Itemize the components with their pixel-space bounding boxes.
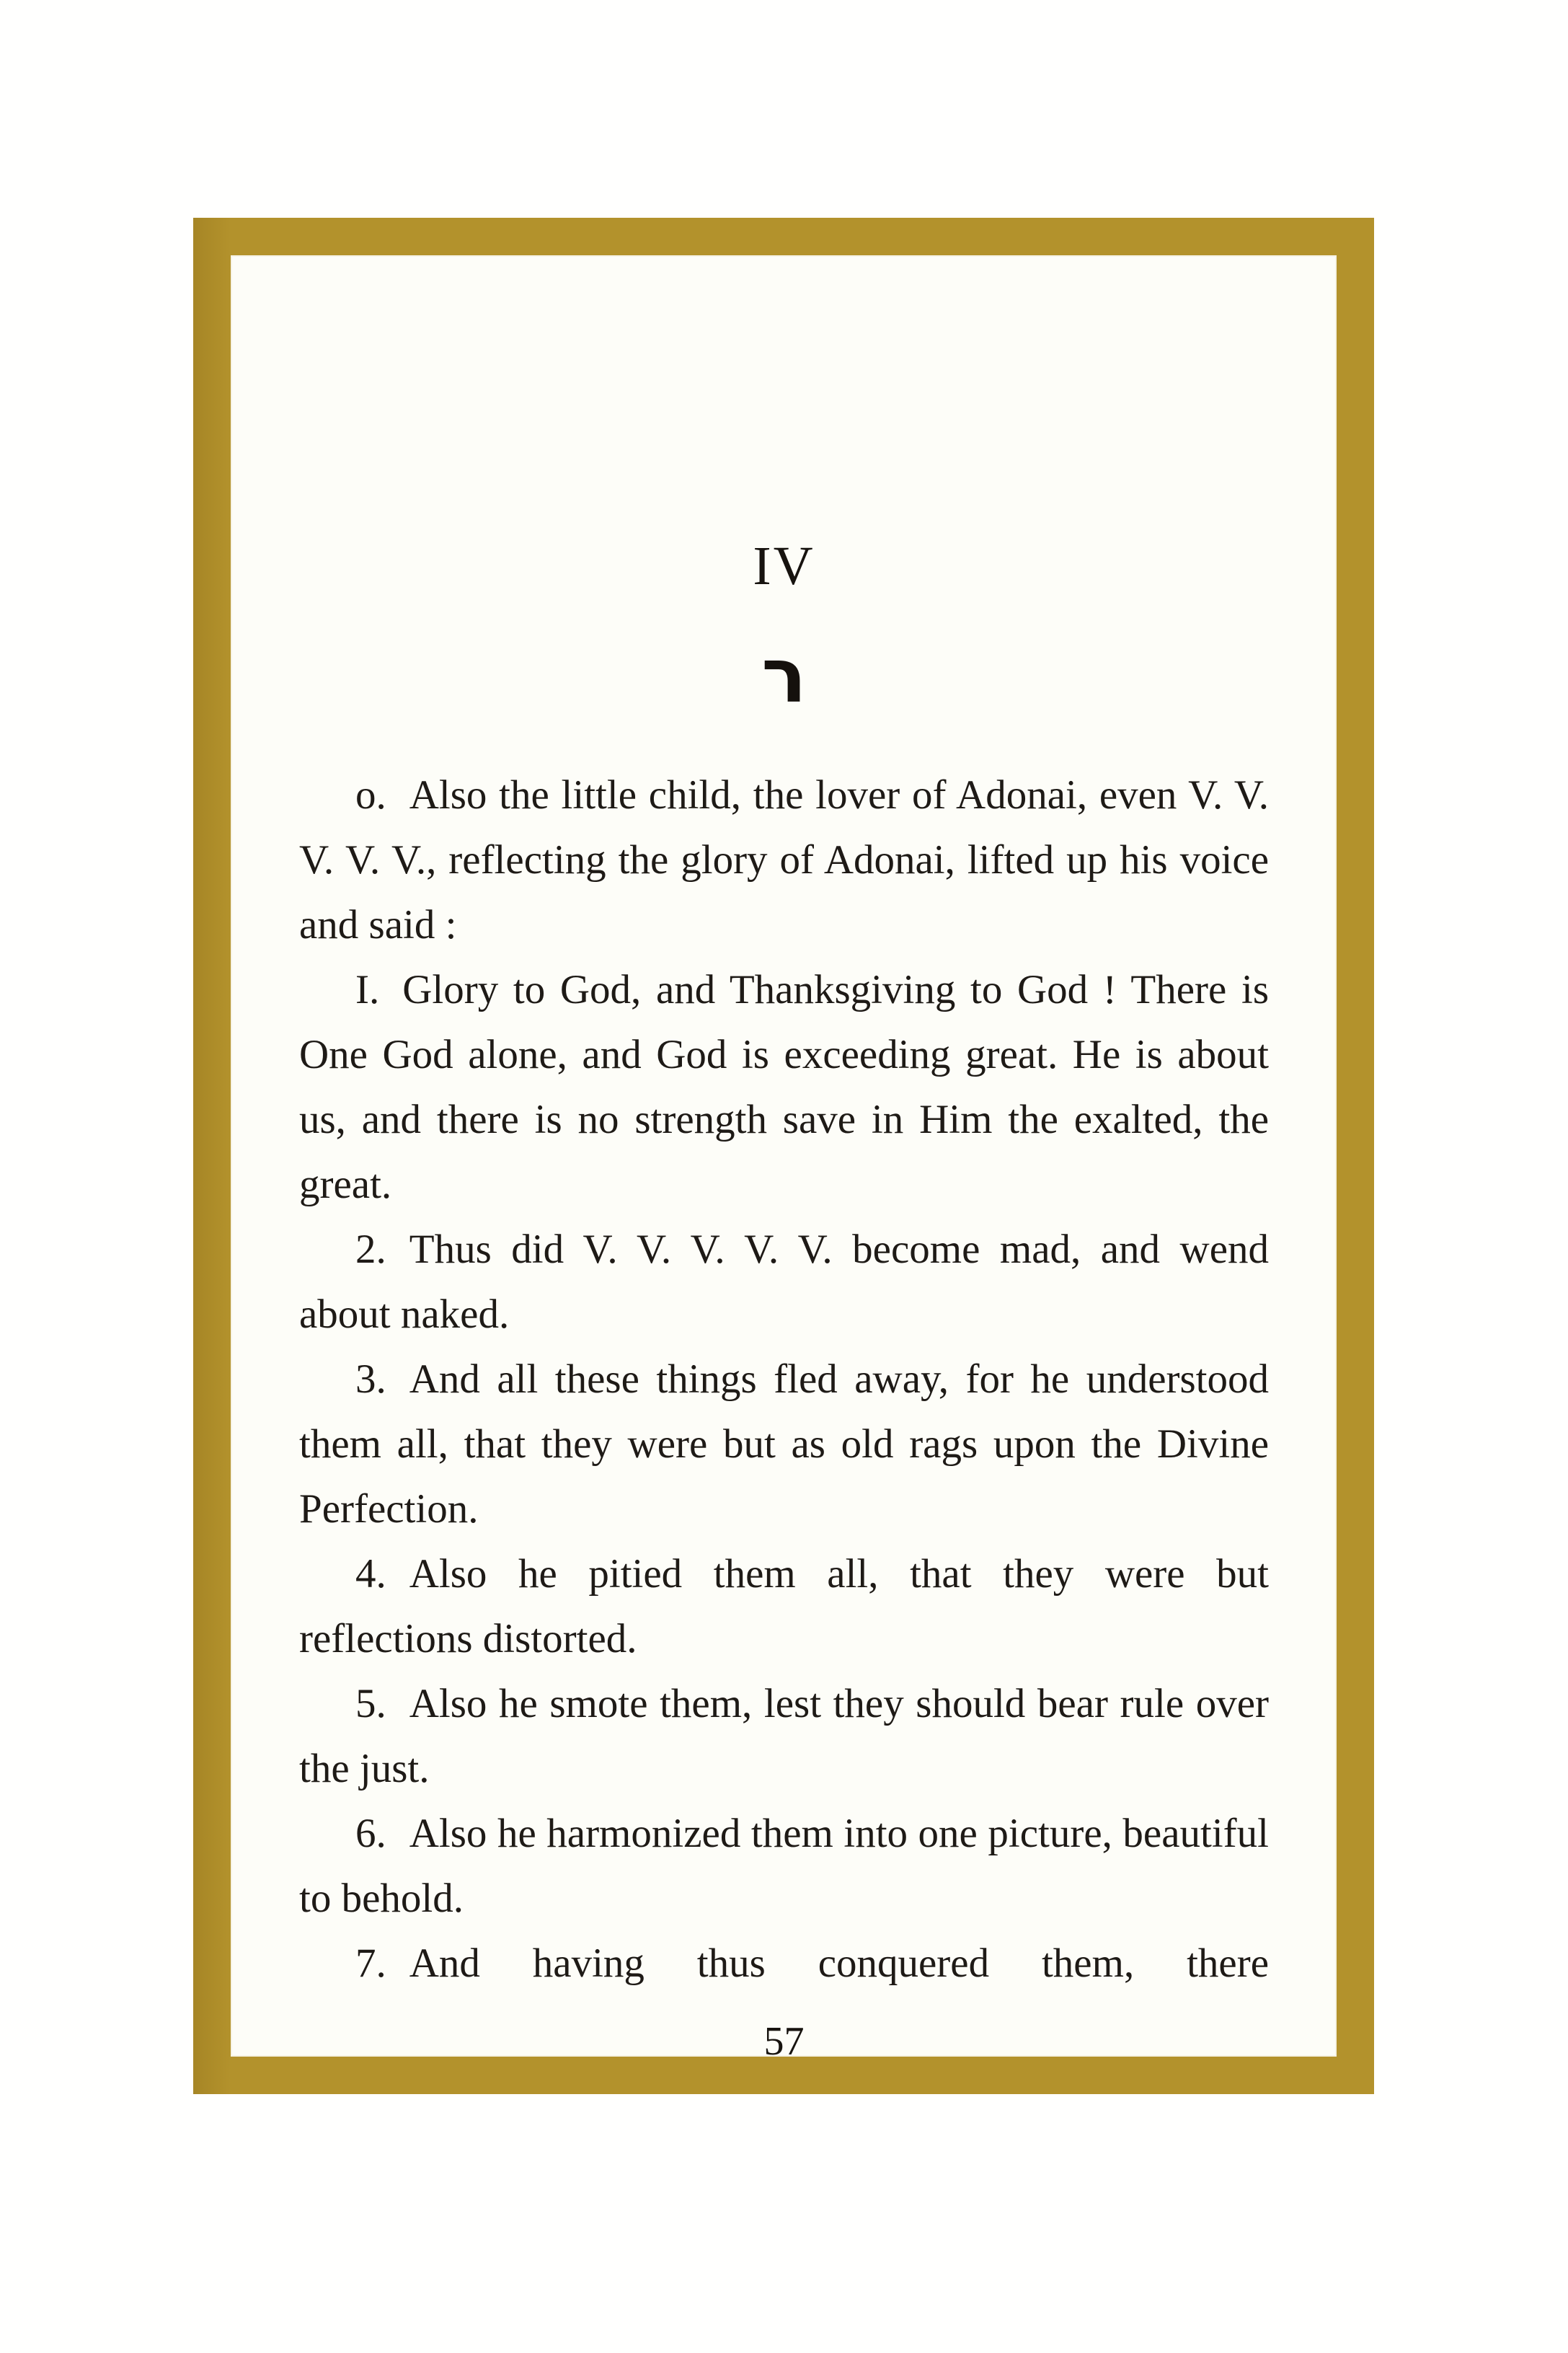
verse xyxy=(299,1542,1269,1672)
verse-text: Also he pitied them all, that they were but reflections distorted. xyxy=(299,1551,1269,1661)
verse-number: 2. xyxy=(355,1227,386,1272)
verse xyxy=(299,1672,1269,1801)
hebrew-letter-resh: ר xyxy=(761,632,807,720)
verse xyxy=(299,1931,1269,1996)
verse-text: Also he smote them, lest they should bear rule over the just. xyxy=(299,1681,1269,1791)
verse-number: 5. xyxy=(355,1681,386,1726)
verse xyxy=(299,1801,1269,1931)
verse-number: o. xyxy=(355,772,386,818)
verse-text: Also the little child, the lover of Adonai, even V. V. V. V. V., reflecting the glory of Adonai, lifted up his voice and said : xyxy=(299,772,1269,948)
verse-number: 6. xyxy=(355,1811,386,1856)
verse-text: Glory to God, and Thanksgiving to God ! There is One God alone, and God is exceeding great. He is about us, and there is no strength save in Him the exalted, the great. xyxy=(299,967,1269,1207)
page-number: 57 xyxy=(763,2019,805,2064)
verse xyxy=(299,958,1269,1217)
verse xyxy=(299,763,1269,958)
verse-text: Thus did V. V. V. V. V. become mad, and wend about naked. xyxy=(299,1227,1269,1337)
verse-block xyxy=(299,763,1269,1996)
verse-text: And all these things fled away, for he understood them all, that they were but as old rags upon the Divine Perfection. xyxy=(299,1356,1269,1532)
verse-number: 3. xyxy=(355,1356,386,1402)
verse xyxy=(299,1217,1269,1347)
verse-number: 4. xyxy=(355,1551,386,1597)
verse-number: 7. xyxy=(355,1941,386,1986)
verse-number: I. xyxy=(355,967,380,1012)
verse-text: And having thus conquered them, there xyxy=(409,1941,1269,1986)
chapter-heading: IV xyxy=(753,536,815,596)
verse xyxy=(299,1347,1269,1542)
verse-text: Also he harmonized them into one picture, beautiful to behold. xyxy=(299,1811,1269,1921)
